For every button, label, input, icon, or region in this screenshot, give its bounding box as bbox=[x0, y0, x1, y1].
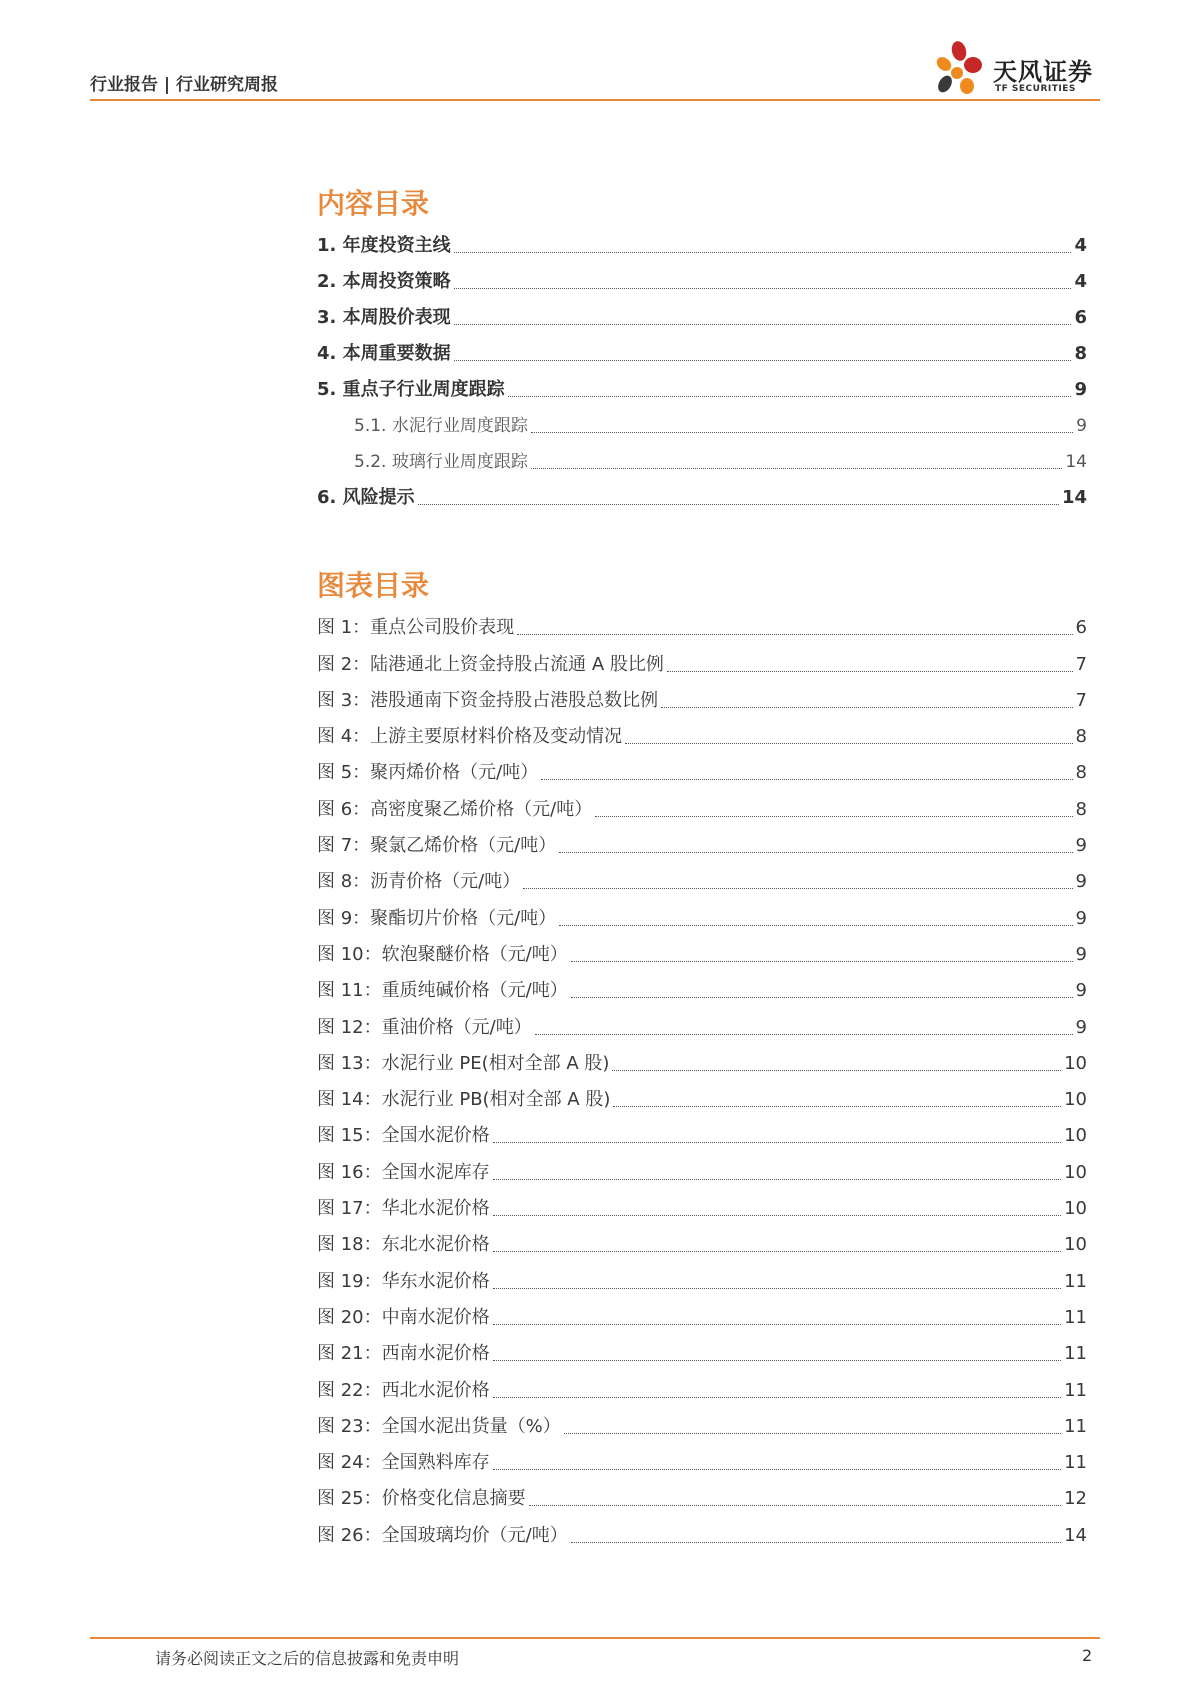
dot-leader bbox=[625, 743, 1072, 744]
toc-subentry[interactable] bbox=[317, 438, 1087, 474]
figure-entry[interactable] bbox=[317, 1076, 1087, 1112]
logo-name: 天风证券 bbox=[993, 58, 1093, 86]
figure-entry-label: 图 5：聚丙烯价格（元/吨） bbox=[317, 762, 539, 784]
dot-leader bbox=[559, 852, 1072, 853]
figure-entry-label: 图 7：聚氯乙烯价格（元/吨） bbox=[317, 835, 557, 857]
toc-entry-page: 8 bbox=[1074, 343, 1087, 364]
figure-entry-label: 图 14：水泥行业 PB(相对全部 A 股) bbox=[317, 1089, 611, 1111]
figure-entry-label: 图 20：中南水泥价格 bbox=[317, 1306, 490, 1328]
figure-entry-label: 图 25：价格变化信息摘要 bbox=[317, 1488, 526, 1510]
toc-entry[interactable] bbox=[317, 294, 1087, 330]
report-type-label: 行业报告 | 行业研究周报 bbox=[90, 75, 279, 95]
figure-entry-page: 9 bbox=[1075, 1016, 1087, 1038]
figure-entry[interactable] bbox=[317, 1330, 1087, 1366]
figure-entry-page: 9 bbox=[1075, 835, 1087, 857]
dot-leader bbox=[661, 707, 1072, 708]
company-logo bbox=[935, 38, 1105, 100]
figure-entry-page: 9 bbox=[1075, 907, 1087, 929]
figure-entry[interactable] bbox=[317, 931, 1087, 967]
figure-entry-page: 12 bbox=[1064, 1488, 1087, 1510]
figure-entry[interactable] bbox=[317, 749, 1087, 785]
figure-entry[interactable] bbox=[317, 1439, 1087, 1475]
figures-list bbox=[317, 604, 1087, 1548]
toc-entry[interactable] bbox=[317, 258, 1087, 294]
dot-leader bbox=[541, 779, 1072, 780]
figure-entry-label: 图 18：东北水泥价格 bbox=[317, 1234, 490, 1256]
dot-leader bbox=[454, 252, 1072, 253]
figure-entry-label: 图 3：港股通南下资金持股占港股总数比例 bbox=[317, 689, 659, 711]
figure-entry-page: 10 bbox=[1064, 1161, 1087, 1183]
dot-leader bbox=[493, 1179, 1061, 1180]
toc-entry-page: 14 bbox=[1065, 452, 1087, 472]
dot-leader bbox=[667, 671, 1073, 672]
dot-leader bbox=[571, 997, 1073, 998]
figure-entry[interactable] bbox=[317, 1185, 1087, 1221]
figure-entry-label: 图 26：全国玻璃均价（元/吨） bbox=[317, 1524, 568, 1546]
figure-entry-page: 9 bbox=[1075, 943, 1087, 965]
toc-entry-label: 6. 风险提示 bbox=[317, 487, 415, 508]
toc-entry-label: 5.2. 玻璃行业周度跟踪 bbox=[354, 452, 528, 472]
figure-entry-page: 11 bbox=[1064, 1379, 1087, 1401]
figure-entry[interactable] bbox=[317, 1112, 1087, 1148]
figure-entry-label: 图 17：华北水泥价格 bbox=[317, 1198, 490, 1220]
figure-entry-label: 图 8：沥青价格（元/吨） bbox=[317, 871, 521, 893]
toc-entry-label: 3. 本周股价表现 bbox=[317, 307, 451, 328]
figure-entry-label: 图 9：聚酯切片价格（元/吨） bbox=[317, 907, 557, 929]
toc-entry-label: 5.1. 水泥行业周度跟踪 bbox=[354, 416, 528, 436]
toc-entry-page: 6 bbox=[1074, 307, 1087, 328]
figure-entry-label: 图 2：陆港通北上资金持股占流通 A 股比例 bbox=[317, 653, 664, 675]
figure-entry-label: 图 10：软泡聚醚价格（元/吨） bbox=[317, 943, 568, 965]
toc-entry-label: 4. 本周重要数据 bbox=[317, 343, 451, 364]
dot-leader bbox=[493, 1324, 1061, 1325]
figure-entry[interactable] bbox=[317, 1475, 1087, 1511]
toc-entry-page: 4 bbox=[1074, 271, 1087, 292]
toc-entry-page: 14 bbox=[1061, 487, 1087, 508]
figure-entry-label: 图 24：全国熟料库存 bbox=[317, 1452, 490, 1474]
figure-entry-label: 图 19：华东水泥价格 bbox=[317, 1270, 490, 1292]
figure-entry-page: 11 bbox=[1064, 1452, 1087, 1474]
figure-entry[interactable] bbox=[317, 1511, 1087, 1547]
contents-title: 内容目录 bbox=[317, 187, 430, 220]
figure-entry-page: 14 bbox=[1064, 1524, 1087, 1546]
dot-leader bbox=[493, 1469, 1061, 1470]
figure-entry-page: 8 bbox=[1075, 798, 1087, 820]
figure-entry-page: 9 bbox=[1075, 871, 1087, 893]
toc-entry[interactable] bbox=[317, 366, 1087, 402]
figure-entry[interactable] bbox=[317, 1221, 1087, 1257]
figure-entry[interactable] bbox=[317, 1366, 1087, 1402]
dot-leader bbox=[493, 1251, 1061, 1252]
toc-entry-label: 1. 年度投资主线 bbox=[317, 235, 451, 256]
figures-title: 图表目录 bbox=[317, 569, 430, 602]
figure-entry[interactable] bbox=[317, 677, 1087, 713]
figure-entry-label: 图 22：西北水泥价格 bbox=[317, 1379, 490, 1401]
figure-entry-label: 图 4：上游主要原材料价格及变动情况 bbox=[317, 726, 623, 748]
figure-entry-page: 8 bbox=[1075, 762, 1087, 784]
figure-entry-page: 11 bbox=[1064, 1343, 1087, 1365]
figure-entry[interactable] bbox=[317, 967, 1087, 1003]
figure-entry[interactable] bbox=[317, 1294, 1087, 1330]
figure-entry-page: 9 bbox=[1075, 980, 1087, 1002]
figure-entry-page: 8 bbox=[1075, 726, 1087, 748]
logo-subtitle: TF SECURITIES bbox=[995, 84, 1076, 94]
figure-entry-label: 图 16：全国水泥库存 bbox=[317, 1161, 490, 1183]
footer-divider bbox=[90, 1637, 1100, 1639]
figure-entry-label: 图 15：全国水泥价格 bbox=[317, 1125, 490, 1147]
dot-leader bbox=[531, 432, 1073, 433]
figure-entry[interactable] bbox=[317, 604, 1087, 640]
figure-entry-page: 10 bbox=[1064, 1198, 1087, 1220]
figure-entry-label: 图 12：重油价格（元/吨） bbox=[317, 1016, 532, 1038]
dot-leader bbox=[613, 1106, 1061, 1107]
figure-entry-label: 图 11：重质纯碱价格（元/吨） bbox=[317, 980, 568, 1002]
dot-leader bbox=[571, 961, 1073, 962]
dot-leader bbox=[517, 634, 1072, 635]
toc-subentry[interactable] bbox=[317, 402, 1087, 438]
dot-leader bbox=[529, 1505, 1061, 1506]
dot-leader bbox=[493, 1142, 1061, 1143]
figure-entry-page: 10 bbox=[1064, 1234, 1087, 1256]
figure-entry-label: 图 6：高密度聚乙烯价格（元/吨） bbox=[317, 798, 593, 820]
footer-disclaimer: 请务必阅读正文之后的信息披露和免责申明 bbox=[155, 1649, 460, 1668]
figure-entry[interactable] bbox=[317, 858, 1087, 894]
figure-entry[interactable] bbox=[317, 785, 1087, 821]
figure-entry[interactable] bbox=[317, 1003, 1087, 1039]
figure-entry[interactable] bbox=[317, 822, 1087, 858]
toc-entry-page: 9 bbox=[1074, 379, 1087, 400]
toc-entry[interactable] bbox=[317, 222, 1087, 258]
figure-entry[interactable] bbox=[317, 713, 1087, 749]
figure-entry-label: 图 21：西南水泥价格 bbox=[317, 1343, 490, 1365]
toc-entry[interactable] bbox=[317, 330, 1087, 366]
figure-entry-page: 7 bbox=[1075, 653, 1087, 675]
dot-leader bbox=[564, 1433, 1061, 1434]
figure-entry-label: 图 1：重点公司股价表现 bbox=[317, 617, 515, 639]
dot-leader bbox=[454, 324, 1072, 325]
figure-entry-label: 图 13：水泥行业 PE(相对全部 A 股) bbox=[317, 1052, 610, 1074]
figure-entry[interactable] bbox=[317, 1040, 1087, 1076]
figure-entry-page: 10 bbox=[1064, 1089, 1087, 1111]
figure-entry-page: 6 bbox=[1075, 617, 1087, 639]
dot-leader bbox=[493, 1360, 1061, 1361]
dot-leader bbox=[493, 1215, 1061, 1216]
toc-entry-page: 4 bbox=[1074, 235, 1087, 256]
figure-entry-page: 10 bbox=[1064, 1052, 1087, 1074]
dot-leader bbox=[454, 288, 1072, 289]
figure-entry[interactable] bbox=[317, 1148, 1087, 1184]
dot-leader bbox=[571, 1542, 1061, 1543]
dot-leader bbox=[418, 504, 1059, 505]
dot-leader bbox=[535, 1034, 1073, 1035]
dot-leader bbox=[493, 1397, 1061, 1398]
dot-leader bbox=[559, 925, 1072, 926]
dot-leader bbox=[523, 888, 1072, 889]
figure-entry[interactable] bbox=[317, 640, 1087, 676]
figure-entry-page: 11 bbox=[1064, 1270, 1087, 1292]
figure-entry[interactable] bbox=[317, 1403, 1087, 1439]
dot-leader bbox=[595, 816, 1072, 817]
toc-entry[interactable] bbox=[317, 474, 1087, 510]
toc-entry-page: 9 bbox=[1076, 416, 1087, 436]
contents-list bbox=[317, 222, 1087, 510]
figure-entry-page: 10 bbox=[1064, 1125, 1087, 1147]
figure-entry-page: 7 bbox=[1075, 689, 1087, 711]
toc-entry-label: 2. 本周投资策略 bbox=[317, 271, 451, 292]
figure-entry-page: 11 bbox=[1064, 1415, 1087, 1437]
figure-entry[interactable] bbox=[317, 1257, 1087, 1293]
figure-entry-label: 图 23：全国水泥出货量（%） bbox=[317, 1415, 561, 1437]
dot-leader bbox=[612, 1070, 1061, 1071]
dot-leader bbox=[531, 468, 1063, 469]
figure-entry-page: 11 bbox=[1064, 1306, 1087, 1328]
dot-leader bbox=[454, 360, 1072, 361]
dot-leader bbox=[508, 396, 1072, 397]
dot-leader bbox=[493, 1288, 1061, 1289]
logo-flower-icon bbox=[935, 38, 995, 100]
page-number: 2 bbox=[1082, 1646, 1093, 1665]
figure-entry[interactable] bbox=[317, 894, 1087, 930]
toc-entry-label: 5. 重点子行业周度跟踪 bbox=[317, 379, 505, 400]
